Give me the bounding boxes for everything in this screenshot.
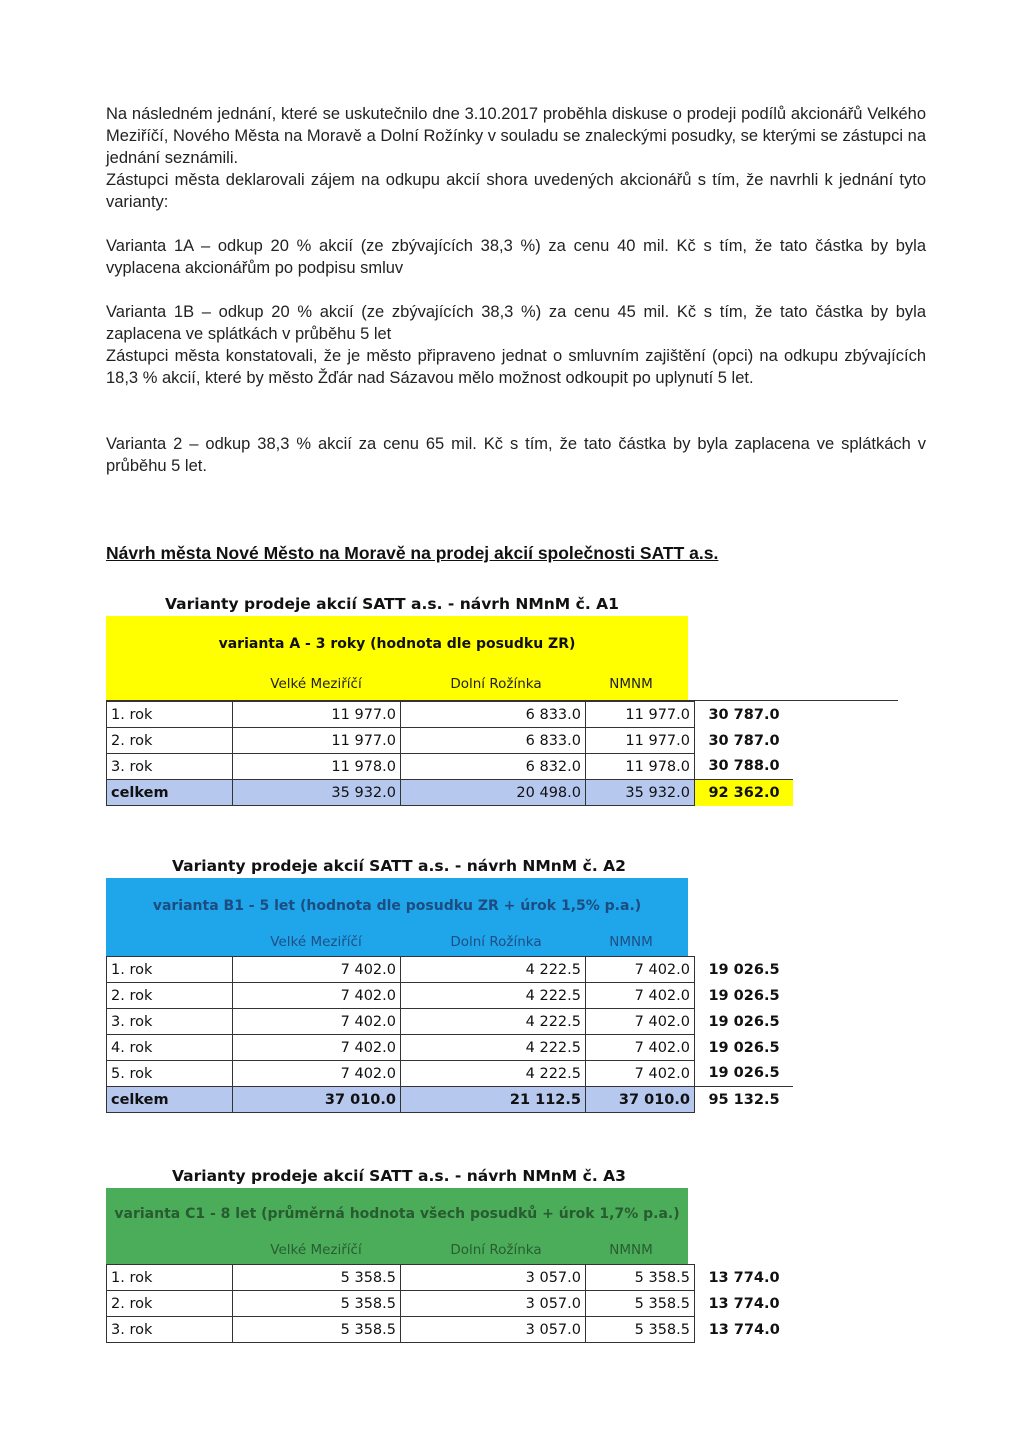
sum-dolni-rozinka: 20 498.0 [401, 780, 586, 806]
table-row [107, 1061, 794, 1087]
table-b [106, 956, 793, 1113]
cell-velke-mezirici: 11 977.0 [233, 702, 401, 728]
row-label: 1. rok [107, 702, 233, 728]
cell-velke-mezirici: 5 358.5 [233, 1265, 401, 1291]
cell-nmnm: 5 358.5 [586, 1265, 695, 1291]
cell-row-total: 13 774.0 [708, 1295, 780, 1312]
table-row [107, 1009, 794, 1035]
section-heading: Návrh města Nové Město na Moravě na prodej akcií společnosti SATT a.s. [106, 543, 719, 563]
paragraph-intro: Na následném jednání, které se uskutečnilo dne 3.10.2017 proběhla diskuse o prodeji podílů akcionářů Velkého Meziříčí, Nového Města na Moravě a Dolní Rožínky v souladu se znaleckými posudky, se kterými se zástupci na jednání seznámili. [106, 105, 926, 167]
sum-label: celkem [107, 1087, 233, 1113]
col-header-nmnm: NMNM [609, 676, 653, 692]
paragraph-variant-1a: Varianta 1A – odkup 20 % akcií (ze zbývajících 38,3 %) za cenu 40 mil. Kč s tím, že tato částka by byla vyplacena akcionářům po podpisu smluv [106, 237, 926, 277]
table-row [107, 1317, 794, 1343]
table-b-variant-label: varianta B1 - 5 let (hodnota dle posudku ZR + úrok 1,5% p.a.) [152, 898, 642, 914]
cell-nmnm: 5 358.5 [586, 1317, 695, 1343]
table-c-column-headers [106, 1242, 688, 1262]
cell-dolni-rozinka: 6 832.0 [401, 754, 586, 780]
table-b-title: Varianty prodeje akcií SATT a.s. - návrh NMnM č. A2 [172, 857, 626, 875]
cell-row-total: 30 788.0 [695, 754, 794, 780]
table-row [107, 983, 794, 1009]
table-a-column-headers [106, 676, 688, 696]
row-label: 1. rok [107, 957, 233, 983]
row-label: 2. rok [107, 1291, 233, 1317]
cell-nmnm: 7 402.0 [586, 1035, 695, 1061]
cell-row-total: 13 774.0 [708, 1269, 780, 1286]
cell-dolni-rozinka: 6 833.0 [401, 728, 586, 754]
sum-velke-mezirici: 37 010.0 [233, 1087, 401, 1113]
cell-nmnm: 11 978.0 [586, 754, 695, 780]
cell-nmnm: 5 358.5 [586, 1291, 695, 1317]
cell-nmnm: 7 402.0 [586, 983, 695, 1009]
cell-dolni-rozinka: 3 057.0 [401, 1265, 586, 1291]
cell-row-total: 30 787.0 [708, 732, 780, 749]
cell-row-total: 30 787.0 [708, 706, 780, 723]
col-header-velke-mezirici: Velké Meziříčí [270, 1242, 362, 1258]
col-header-velke-mezirici: Velké Meziříčí [270, 676, 362, 692]
cell-nmnm: 7 402.0 [586, 957, 695, 983]
col-header-nmnm: NMNM [609, 934, 653, 950]
cell-row-total: 19 026.5 [695, 1061, 794, 1087]
col-header-dolni-rozinka: Dolní Rožínka [450, 934, 542, 950]
cell-row-total: 19 026.5 [708, 987, 780, 1004]
table-b-header-band [106, 878, 688, 956]
table-row [107, 1265, 794, 1291]
table-c-title: Varianty prodeje akcií SATT a.s. - návrh NMnM č. A3 [172, 1167, 626, 1185]
table-c-variant-label: varianta C1 - 8 let (průměrná hodnota všech posudků + úrok 1,7% p.a.) [114, 1206, 680, 1222]
row-label: 1. rok [107, 1265, 233, 1291]
col-header-dolni-rozinka: Dolní Rožínka [450, 676, 542, 692]
table-c-header-band [106, 1188, 688, 1264]
table-row [107, 728, 794, 754]
cell-row-total: 19 026.5 [708, 961, 780, 978]
cell-row-total: 13 774.0 [708, 1321, 780, 1338]
col-header-nmnm: NMNM [609, 1242, 653, 1258]
sum-grand-total: 95 132.5 [708, 1091, 780, 1108]
row-label: 3. rok [107, 754, 233, 780]
cell-nmnm: 11 977.0 [586, 702, 695, 728]
row-label: 2. rok [107, 728, 233, 754]
cell-velke-mezirici: 7 402.0 [233, 1009, 401, 1035]
sum-grand-total: 92 362.0 [695, 780, 794, 806]
cell-dolni-rozinka: 4 222.5 [401, 1061, 586, 1087]
cell-dolni-rozinka: 4 222.5 [401, 1009, 586, 1035]
sum-dolni-rozinka: 21 112.5 [401, 1087, 586, 1113]
table-row [107, 754, 794, 780]
row-label: 4. rok [107, 1035, 233, 1061]
row-label: 3. rok [107, 1317, 233, 1343]
cell-nmnm: 11 977.0 [586, 728, 695, 754]
sum-nmnm: 35 932.0 [586, 780, 695, 806]
cell-velke-mezirici: 7 402.0 [233, 1061, 401, 1087]
paragraph-declaration: Zástupci města deklarovali zájem na odkupu akcií shora uvedených akcionářů s tím, že navrhli k jednání tyto varianty: [106, 171, 926, 211]
cell-dolni-rozinka: 3 057.0 [401, 1291, 586, 1317]
row-label: 5. rok [107, 1061, 233, 1087]
cell-row-total: 19 026.5 [708, 1039, 780, 1056]
table-a [106, 701, 793, 806]
cell-dolni-rozinka: 4 222.5 [401, 1035, 586, 1061]
col-header-dolni-rozinka: Dolní Rožínka [450, 1242, 542, 1258]
cell-velke-mezirici: 7 402.0 [233, 983, 401, 1009]
sum-label: celkem [107, 780, 233, 806]
row-label: 2. rok [107, 983, 233, 1009]
table-b-column-headers [106, 934, 688, 954]
cell-velke-mezirici: 11 978.0 [233, 754, 401, 780]
table-sum-row [107, 1087, 794, 1113]
cell-dolni-rozinka: 4 222.5 [401, 957, 586, 983]
table-row [107, 702, 794, 728]
cell-dolni-rozinka: 4 222.5 [401, 983, 586, 1009]
col-header-velke-mezirici: Velké Meziříčí [270, 934, 362, 950]
cell-velke-mezirici: 7 402.0 [233, 957, 401, 983]
table-a-header-band [106, 616, 688, 700]
sum-velke-mezirici: 35 932.0 [233, 780, 401, 806]
table-c [106, 1264, 794, 1343]
table-row [107, 1035, 794, 1061]
paragraph-option: Zástupci města konstatovali, že je město připraveno jednat o smluvním zajištění (opci) na odkupu zbývajících 18,3 % akcií, které by město Žďár nad Sázavou mělo možnost odkoupit po uplynutí 5 let. [106, 347, 926, 387]
row-label: 3. rok [107, 1009, 233, 1035]
cell-velke-mezirici: 7 402.0 [233, 1035, 401, 1061]
cell-nmnm: 7 402.0 [586, 1061, 695, 1087]
cell-velke-mezirici: 5 358.5 [233, 1291, 401, 1317]
cell-nmnm: 7 402.0 [586, 1009, 695, 1035]
table-sum-row [107, 780, 794, 806]
paragraph-variant-2: Varianta 2 – odkup 38,3 % akcií za cenu 65 mil. Kč s tím, že tato částka by byla zaplacena ve splátkách v průběhu 5 let. [106, 435, 926, 475]
cell-row-total: 19 026.5 [708, 1013, 780, 1030]
table-row [107, 957, 794, 983]
table-a-variant-label: varianta A - 3 roky (hodnota dle posudku ZR) [218, 636, 576, 652]
cell-dolni-rozinka: 6 833.0 [401, 702, 586, 728]
paragraph-variant-1b: Varianta 1B – odkup 20 % akcií (ze zbývajících 38,3 %) za cenu 45 mil. Kč s tím, že tato částka by byla zaplacena ve splátkách v průběhu 5 let [106, 303, 926, 343]
table-row [107, 1291, 794, 1317]
table-a-title: Varianty prodeje akcií SATT a.s. - návrh NMnM č. A1 [165, 595, 619, 613]
cell-dolni-rozinka: 3 057.0 [401, 1317, 586, 1343]
sum-nmnm: 37 010.0 [586, 1087, 695, 1113]
cell-velke-mezirici: 11 977.0 [233, 728, 401, 754]
cell-velke-mezirici: 5 358.5 [233, 1317, 401, 1343]
